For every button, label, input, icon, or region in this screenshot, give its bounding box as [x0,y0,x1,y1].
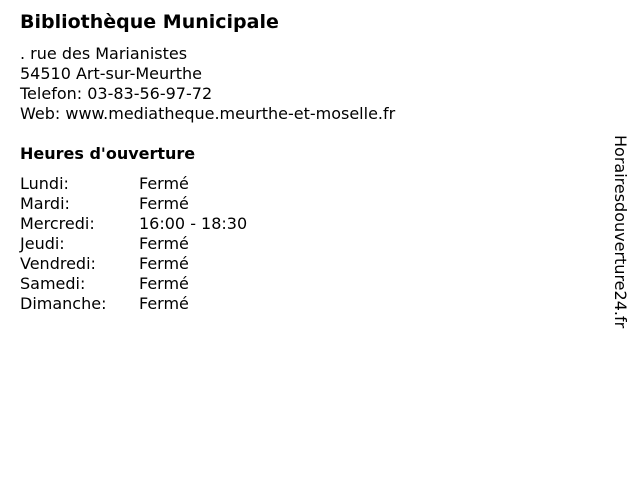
hours-row-friday [20,254,247,274]
day-hours: Fermé [139,294,189,313]
day-hours: Fermé [139,234,189,253]
day-label: Vendredi: [20,254,96,273]
day-hours: Fermé [139,274,189,293]
address-block [20,44,395,124]
day-label: Samedi: [20,274,86,293]
day-label: Mercredi: [20,214,95,233]
hours-row-wednesday [20,214,247,234]
day-hours: Fermé [139,194,189,213]
opening-hours-heading: Heures d'ouverture [20,144,196,163]
day-hours: Fermé [139,174,189,193]
opening-hours-table [20,174,247,314]
day-label: Lundi: [20,174,69,193]
hours-row-sunday [20,294,247,314]
day-hours: 16:00 - 18:30 [139,214,248,233]
day-label: Jeudi: [20,234,65,253]
hours-row-thursday [20,234,247,254]
site-credit [600,135,640,345]
library-name: Bibliothèque Municipale [20,11,279,33]
hours-row-saturday [20,274,247,294]
hours-row-monday [20,174,247,194]
hours-row-tuesday [20,194,247,214]
site-credit-text: Horairesdouverture24.fr [611,135,630,329]
phone-number: Telefon: 03-83-56-97-72 [20,84,213,103]
city-postal: 54510 Art-sur-Meurthe [20,64,202,83]
day-label: Dimanche: [20,294,107,313]
day-hours: Fermé [139,254,189,273]
website: Web: www.mediatheque.meurthe-et-moselle.fr [20,104,396,123]
day-label: Mardi: [20,194,70,213]
street-address: . rue des Marianistes [20,44,188,63]
